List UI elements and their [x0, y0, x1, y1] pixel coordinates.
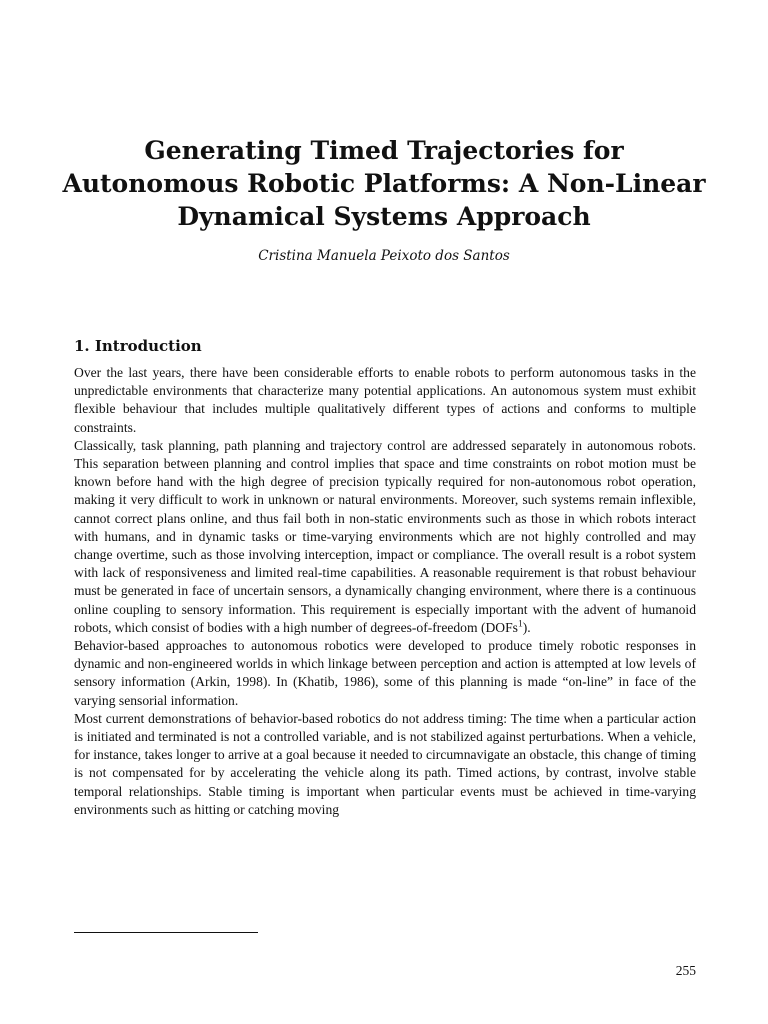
footnote-divider: [74, 932, 258, 933]
footnote-marker: 1: [517, 619, 523, 630]
paragraph: [74, 437, 696, 637]
paragraph: Over the last years, there have been considerable efforts to enable robots to perform autonomous tasks in the unpredictable environments that characterize many potential applications. An autonomous system must exhibit flexible behaviour that includes multiple qualitatively different types of actions and conforms to multiple constraints.: [74, 365, 696, 435]
paragraph: Most current demonstrations of behavior-based robotics do not address timing: The time when a particular action is initiated and terminated is not a controlled variable, and is not stabilized against perturbations. When a vehicle, for instance, takes longer to arrive at a goal because it needed to circumnavigate an obstacle, this change of timing is not compensated for by accelerating the vehicle along its path. Timed actions, by contrast, involve stable temporal relationships. Stable timing is important when particular events must be achieved in time-varying environments such as hitting or catching moving: [74, 710, 696, 817]
page-number: 255: [675, 963, 696, 978]
section-heading: 1. Introduction: [74, 337, 202, 355]
paragraph-tail: ).: [522, 619, 531, 635]
paragraph-text: Classically, task planning, path planning and trajectory control are addressed separately in autonomous robots. This separation between planning and control implies that space and time constraints on robot motion must be known before hand with the high degree of precision typically required for non-autonomous robot operation, making it very difficult to work in unknown or natural environments. Moreover, such systems remain inflexible, cannot correct plans online, and thus fail both in non-static environments such as those in which robots interact with humans, and in dynamic tasks or time-varying environments which are not highly controlled and may change overtime, such as those involving interception, impact or compliance. The overall result is a robot system with lack of responsiveness and limited real-time capabilities. A reasonable requirement is that robust behaviour must be generated in face of uncertain sensors, a dynamically changing environment, where there is a continuous online coupling to sensory information. This requirement is especially important with the advent of humanoid robots, which consist of bodies with a high number of degrees-of-freedom (DOFs: [74, 437, 696, 635]
paragraph: Behavior-based approaches to autonomous robotics were developed to produce timely robotic responses in dynamic and non-engineered worlds in which linkage between perception and action is attempted at low levels of sensory information (Arkin, 1998). In (Khatib, 1986), some of this planning is made “on-line” in face of the varying sensorial information.: [74, 638, 696, 708]
author-name: Cristina Manuela Peixoto dos Santos: [258, 248, 510, 264]
section-body: [74, 364, 696, 819]
paper-title: Generating Timed Trajectories for Autonomous Robotic Platforms: A Non-Linear Dynamical Systems Approach: [62, 136, 706, 231]
